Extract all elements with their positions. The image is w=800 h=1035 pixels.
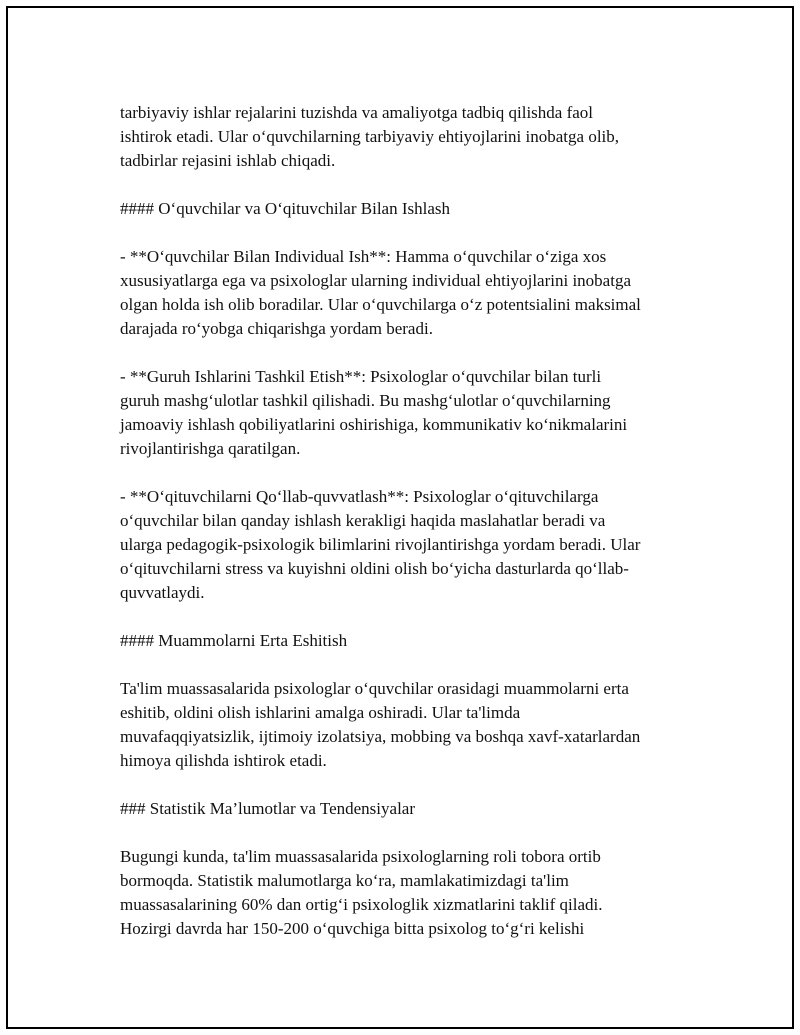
text-line: #### O‘quvchilar va O‘qituvchilar Bilan Ishlash (120, 199, 451, 218)
text-line: eshitib, oldini olish ishlarini amalga oshiradi. Ular ta'limda (120, 703, 521, 722)
document-paragraph (120, 245, 700, 341)
text-line: - **Guruh Ishlarini Tashkil Etish**: Psixologlar o‘quvchilar bilan turli (120, 367, 602, 386)
text-line: o‘qituvchilarni stress va kuyishni oldini olish bo‘yicha dasturlarda qo‘llab- (120, 559, 629, 578)
document-paragraph (120, 629, 700, 653)
text-line: ### Statistik Ma’lumotlar va Tendensiyalar (120, 799, 415, 818)
document-paragraph (120, 197, 700, 221)
text-line: Bugungi kunda, ta'lim muassasalarida psixologlarning roli tobora ortib (120, 847, 601, 866)
document-paragraph (120, 365, 700, 461)
text-line: xususiyatlarga ega va psixologlar ularning individual ehtiyojlarini inobatga (120, 271, 631, 290)
text-line: muassasalarining 60% dan ortig‘i psixologlik xizmatlarini taklif qiladi. (120, 895, 603, 914)
text-line: #### Muammolarni Erta Eshitish (120, 631, 348, 650)
text-line: tarbiyaviy ishlar rejalarini tuzishda va amaliyotga tadbiq qilishda faol (120, 103, 594, 122)
document-paragraph (120, 101, 700, 173)
document-body (120, 101, 700, 965)
page-frame (6, 6, 794, 1029)
text-line: olgan holda ish olib boradilar. Ular o‘quvchilarga o‘z potentsialini maksimal (120, 295, 641, 314)
text-line: Ta'lim muassasalarida psixologlar o‘quvchilar orasidagi muammolarni erta (120, 679, 629, 698)
text-line: ishtirok etadi. Ular o‘quvchilarning tarbiyaviy ehtiyojlarini inobatga olib, (120, 127, 620, 146)
text-line: - **O‘qituvchilarni Qo‘llab-quvvatlash**: Psixologlar o‘qituvchilarga (120, 487, 599, 506)
text-line: Hozirgi davrda har 150-200 o‘quvchiga bitta psixolog to‘g‘ri kelishi (120, 919, 585, 938)
text-line: - **O‘quvchilar Bilan Individual Ish**: Hamma o‘quvchilar o‘ziga xos (120, 247, 607, 266)
text-line: guruh mashg‘ulotlar tashkil qilishadi. Bu mashg‘ulotlar o‘quvchilarning (120, 391, 611, 410)
text-line: o‘quvchilar bilan qanday ishlash kerakligi haqida maslahatlar beradi va (120, 511, 606, 530)
document-paragraph (120, 485, 700, 605)
document-paragraph (120, 677, 700, 773)
text-line: darajada ro‘yobga chiqarishga yordam beradi. (120, 319, 433, 338)
text-line: muvafaqqiyatsizlik, ijtimoiy izolatsiya, mobbing va boshqa xavf-xatarlardan (120, 727, 641, 746)
document-paragraph (120, 845, 700, 941)
text-line: quvvatlaydi. (120, 583, 205, 602)
document-paragraph (120, 797, 700, 821)
text-line: tadbirlar rejasini ishlab chiqadi. (120, 151, 336, 170)
text-line: bormoqda. Statistik malumotlarga ko‘ra, mamlakatimizdagi ta'lim (120, 871, 569, 890)
text-line: ularga pedagogik-psixologik bilimlarini rivojlantirishga yordam beradi. Ular (120, 535, 641, 554)
text-line: himoya qilishda ishtirok etadi. (120, 751, 327, 770)
text-line: jamoaviy ishlash qobiliyatlarini oshirishiga, kommunikativ ko‘nikmalarini (120, 415, 628, 434)
text-line: rivojlantirishga qaratilgan. (120, 439, 301, 458)
